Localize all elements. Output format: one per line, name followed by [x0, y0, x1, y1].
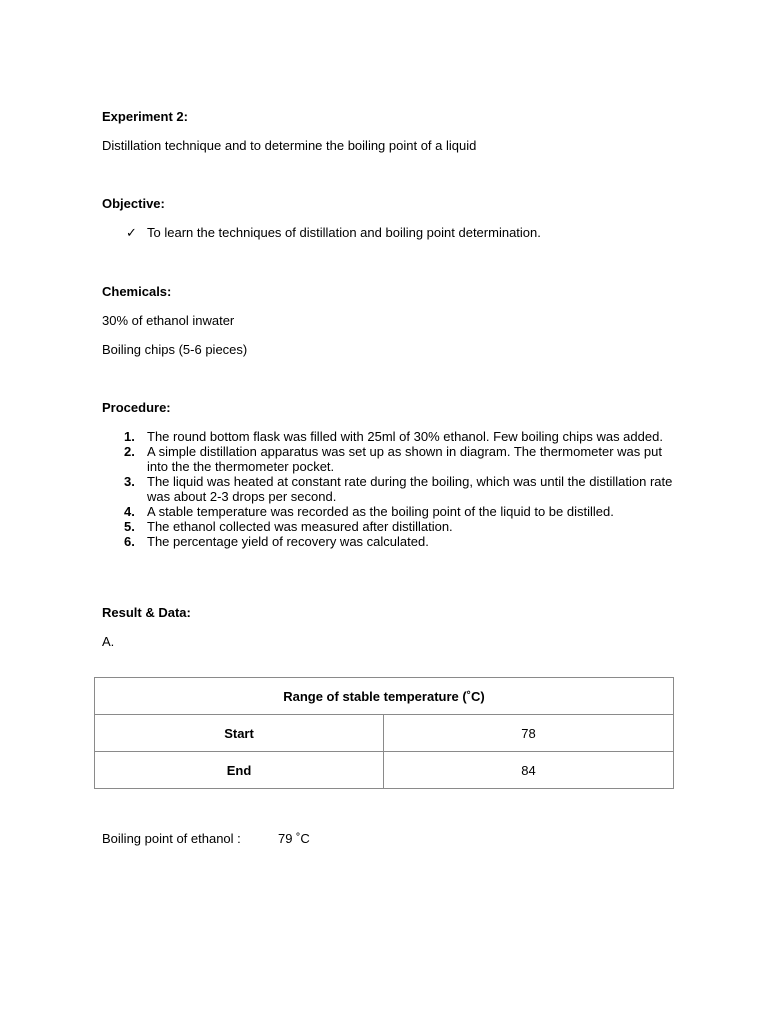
objective-heading: Objective: — [102, 196, 165, 211]
procedure-step — [121, 429, 681, 444]
experiment-title: Experiment 2: — [102, 109, 188, 124]
table-row-label: Start — [95, 715, 384, 752]
chemical-item: Boiling chips (5-6 pieces) — [102, 342, 248, 357]
step-text: The percentage yield of recovery was calculated. — [147, 534, 429, 549]
procedure-step — [121, 534, 681, 549]
procedure-step — [121, 444, 681, 474]
result-subsection-label: A. — [102, 634, 115, 649]
boiling-point-value: 79 ˚C — [278, 831, 310, 846]
step-number: 6. — [124, 534, 135, 549]
table-row-label: End — [95, 752, 384, 789]
boiling-point-label: Boiling point of ethanol : — [102, 831, 241, 846]
procedure-step — [121, 474, 681, 504]
experiment-subtitle: Distillation technique and to determine the boiling point of a liquid — [102, 138, 477, 153]
procedure-heading: Procedure: — [102, 400, 171, 415]
table-row-value: 78 — [384, 715, 674, 752]
step-number: 1. — [124, 429, 135, 444]
temperature-table — [94, 677, 674, 789]
result-heading: Result & Data: — [102, 605, 191, 620]
chemical-item: 30% of ethanol inwater — [102, 313, 235, 328]
procedure-step — [121, 504, 681, 519]
table-header: Range of stable temperature (˚C) — [95, 678, 674, 715]
step-number: 5. — [124, 519, 135, 534]
step-number: 2. — [124, 444, 135, 459]
objective-item-text: To learn the techniques of distillation and boiling point determination. — [147, 225, 541, 240]
objective-item — [126, 225, 541, 241]
checkmark-icon: ✓ — [126, 225, 137, 240]
step-number: 3. — [124, 474, 135, 489]
step-text: A simple distillation apparatus was set up as shown in diagram. The thermometer was put into the the thermometer pocket. — [147, 444, 662, 474]
table-row — [95, 752, 674, 789]
step-text: The round bottom flask was filled with 25ml of 30% ethanol. Few boiling chips was added. — [147, 429, 663, 444]
step-text: The ethanol collected was measured after distillation. — [147, 519, 453, 534]
table-header-row — [95, 678, 674, 715]
step-text: A stable temperature was recorded as the boiling point of the liquid to be distilled. — [147, 504, 614, 519]
procedure-step — [121, 519, 681, 534]
procedure-list — [121, 429, 681, 549]
table-row-value: 84 — [384, 752, 674, 789]
step-text: The liquid was heated at constant rate during the boiling, which was until the distillation rate was about 2-3 drops per second. — [147, 474, 673, 504]
table-row — [95, 715, 674, 752]
chemicals-heading: Chemicals: — [102, 284, 172, 299]
step-number: 4. — [124, 504, 135, 519]
